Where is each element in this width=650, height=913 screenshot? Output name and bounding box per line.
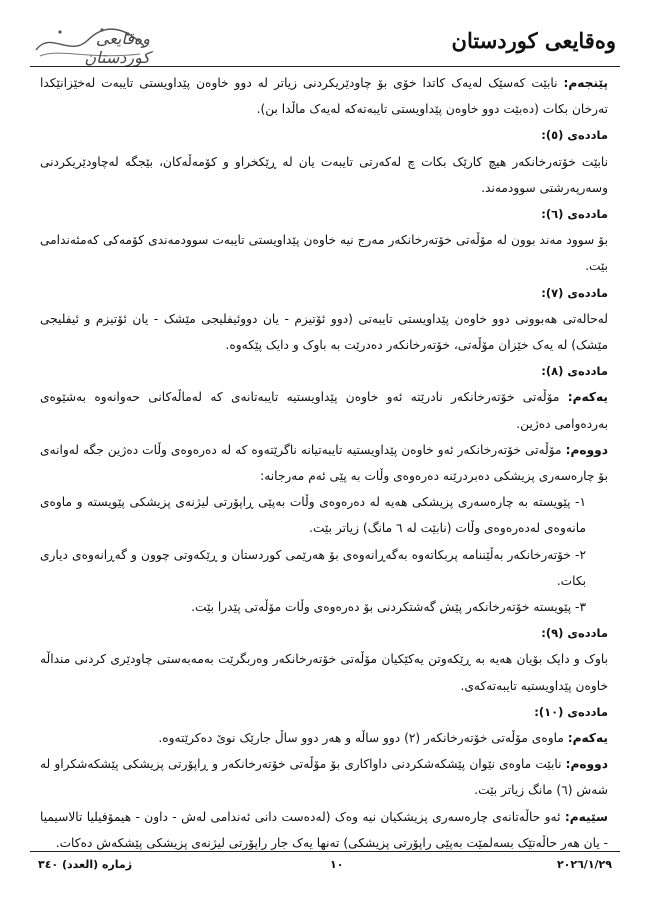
paragraph-text: نابێت خۆتەرخانکەر هیچ کارێک بکات چ لەکەرتی تایبەت یان لە ڕێکخراو و کۆمەڵەکان، بێجگە لەچاودێریکردنی وسەرپەرشتی سوودمەند. [40, 154, 608, 195]
clause-label: سێیەم: [564, 809, 608, 824]
article-number: ماددەی (١٠): [534, 704, 608, 719]
paragraph-text: باوک و دایک بۆیان هەیە بە ڕێکەوتن یەکێکیان مۆڵەتی خۆتەرخانکەر وەربگرێت بەمەبەستی چاودێری کردنی منداڵە خاوەن پێداویستیە تایبەتەکەی. [40, 652, 608, 693]
page-number: ١٠ [330, 858, 344, 871]
clause-label: یەکەم: [567, 390, 608, 405]
clause-label: دووەم: [565, 757, 608, 772]
article-heading [40, 280, 608, 306]
clause-label: یەکەم: [567, 731, 608, 746]
page-header [30, 20, 620, 66]
body-paragraph [40, 804, 608, 856]
body-paragraph [40, 437, 608, 489]
body-paragraph [40, 306, 608, 358]
issue-number: ژمارە (العدد) ٣٤٠ [38, 858, 133, 871]
clause-label: پێنجەم: [563, 76, 608, 90]
article-number: ماددەی (٦): [541, 207, 608, 222]
body-paragraph [40, 489, 608, 541]
logo-text: وەقایعی کوردستان [84, 29, 150, 67]
article-heading [40, 620, 608, 646]
document-body [40, 70, 608, 856]
body-paragraph [40, 149, 608, 201]
article-number: ماددەی (٧): [541, 285, 608, 300]
paragraph-text: نابێت ماوەی نێوان پێشکەشکردنی داواکاری بۆ مۆڵەتی خۆتەرخانکەر و ڕاپۆرتی پزیشکی پێشکەشکراو لە شەش (٦) مانگ زیاتر بێت. [40, 757, 608, 798]
article-number: ماددەی (٩): [541, 626, 608, 641]
body-paragraph [40, 725, 608, 751]
paragraph-text: بۆ سوود مەند بوون لە مۆڵەتی خۆتەرخانکەر مەرج نیە خاوەن پێداویستی تایبەت سوودمەندی کۆمەکی کەمئەندامی بێت. [40, 233, 608, 274]
body-paragraph [40, 751, 608, 803]
article-number: ماددەی (٥): [541, 128, 608, 143]
article-number: ماددەی (٨): [541, 364, 608, 379]
footer-date: ٢٠٢٦/١/٢٩ [556, 858, 612, 871]
article-heading [40, 201, 608, 227]
paragraph-text: ١- پێویستە بە چارەسەری پزیشکی هەیە لە دەرەوەی وڵات بەپێی ڕاپۆرتی لیژنەی پزیشکی پێویستە و ماوەی مانەوەی لەدەرەوەی وڵات (نابێت لە ٦ مانگ) زیاتر بێت. [40, 495, 586, 536]
paragraph-text: ماوەی مۆڵەتی خۆتەرخانکەر (٢) دوو ساڵە و هەر دوو ساڵ جارێک نوێ دەکرێتەوە. [158, 731, 568, 746]
paragraph-text: نابێت کەسێک لەیەک کاتدا خۆی بۆ چاودێریکردنی زیاتر لە دوو خاوەن پێداویستی تایبەت لەخێزانێکدا تەرخان بکات (دەبێت دوو خاوەن پێداویستی تایبەتەکە لەیەک ماڵدا بن). [40, 76, 608, 117]
paragraph-text: ٣- پێویستە خۆتەرخانکەر پێش گەشتکردنی بۆ دەرەوەی وڵات مۆڵەتی پێدرا بێت. [191, 600, 586, 615]
body-paragraph [40, 227, 608, 279]
paragraph-text: لەحالەتی هەبوونی دوو خاوەن پێداویستی تایبەتی (دوو ئۆتیزم - یان دووئیفلیجی مێشک - یان ئۆتیزم و ئیفلیجی مێشک) لە یەک خێزان مۆڵەتی، خۆتەرخانکەر دەدرێت بە باوک و دایک پێکەوە. [40, 311, 608, 353]
publication-logo [30, 20, 150, 67]
article-heading [40, 122, 608, 148]
body-paragraph [40, 594, 608, 620]
paragraph-text: مۆڵەتی خۆتەرخانکەر نادرێتە ئەو خاوەن پێداویستیە تایبەتانەی کە لەماڵەکانی حەوانەوە بەشێوەی بەردەوامی دەژین. [40, 390, 608, 431]
body-paragraph [40, 542, 608, 594]
body-paragraph [40, 646, 608, 698]
header-divider [30, 66, 620, 67]
paragraph-text: مۆڵەتی خۆتەرخانکەر ئەو خاوەن پێداویستیە تایبەتیانە ناگرێتەوە کە لە دەرەوەی وڵات دەژین جگە لەوانەی بۆ چارەسەری پزیشکی دەبردرێنە دەرەوەی وڵات بە پێی ئەم مەرجانە: [40, 442, 608, 484]
paragraph-text: ٢- خۆتەرخانکەر بەڵێننامە پربکاتەوە بەگەڕانەوەی بۆ هەرێمی کوردستان و ڕێکەوتی چوون و گەڕانەوەی دیاری بکات. [40, 547, 586, 588]
paragraph-text: ئەو حاڵەتانەی چارەسەری پزیشکیان نیە وەک (لەدەست دانی ئەندامی لەش - داون - هیمۆفیلیا تالاسیمیا - یان هەر حاڵەتێک بسەلمێت بەپێی راپۆرتی پزیشکی) تەنها یەک جار راپۆرتی لیژنەی پزیشکی پێشکەش دەکات. [40, 809, 608, 850]
body-paragraph [40, 70, 608, 122]
article-heading [40, 699, 608, 725]
body-paragraph [40, 384, 608, 436]
clause-label: دووەم: [565, 442, 608, 457]
article-heading [40, 358, 608, 384]
publication-title: وەقایعی کوردستان [451, 28, 616, 53]
page-footer [30, 852, 620, 876]
